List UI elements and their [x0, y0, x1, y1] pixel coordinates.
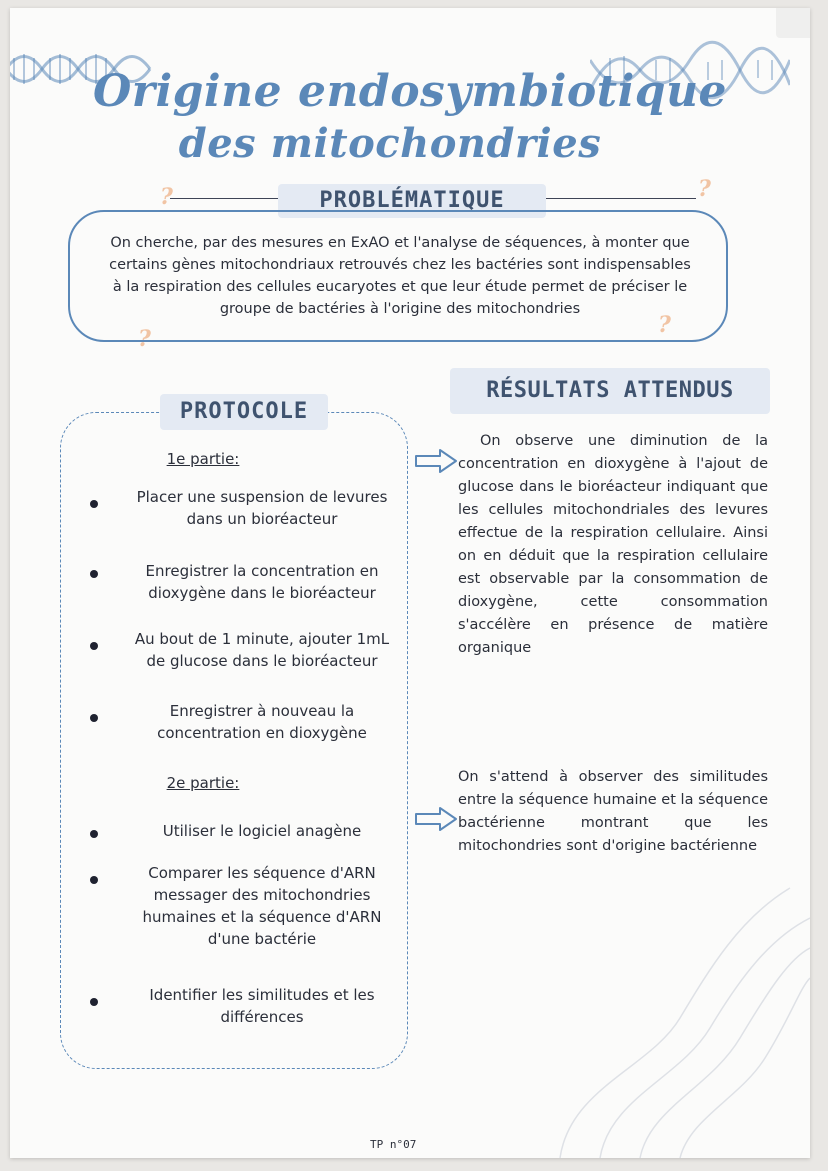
step-line: dioxygène dans le bioréacteur [148, 584, 376, 602]
divider-line [170, 198, 278, 199]
step-line: messager des mitochondries [153, 886, 371, 904]
problematique-line: On cherche, par des mesures en ExAO et l'analyse de séquences, à monter que [110, 235, 690, 251]
part2-label: 2e partie: [166, 774, 240, 792]
problematique-line: à la respiration des cellules eucaryotes et que leur étude permet de préciser le [112, 279, 688, 295]
step-line: Enregistrer la concentration en [145, 562, 379, 580]
resultats-heading: RÉSULTATS ATTENDUS [450, 368, 770, 414]
footer-label: TP n°07 [370, 1138, 417, 1151]
problematique-line: certains gènes mitochondriaux retrouvés chez les bactéries sont indispensables [109, 257, 691, 273]
bullet-point [90, 570, 98, 578]
question-mark-icon: ? [160, 184, 173, 210]
swirl-decoration [540, 878, 810, 1158]
bullet-point [90, 714, 98, 722]
worksheet-page [10, 8, 810, 1158]
bullet-point [90, 876, 98, 884]
protocol-step [122, 862, 402, 950]
protocole-heading: PROTOCOLE [160, 394, 328, 430]
protocol-step [122, 628, 402, 672]
bullet-point [90, 500, 98, 508]
bullet-point [90, 642, 98, 650]
protocol-step [122, 700, 402, 744]
step-line: différences [220, 1008, 304, 1026]
step-line: d'une bactérie [207, 930, 317, 948]
step-line: Identifier les similitudes et les [149, 986, 375, 1004]
arrow-right-icon [414, 448, 458, 474]
protocol-step [122, 984, 402, 1028]
arrow-right-icon [414, 806, 458, 832]
step-line: Comparer les séquence d'ARN [148, 864, 376, 882]
step-line: Au bout de 1 minute, ajouter 1mL [134, 630, 390, 648]
question-mark-icon: ? [138, 326, 151, 352]
page-title: Origine endosymbiotique [92, 66, 728, 117]
step-line: de glucose dans le bioréacteur [146, 652, 378, 670]
problematique-heading: PROBLÉMATIQUE [278, 184, 546, 218]
step-line: Utiliser le logiciel anagène [162, 822, 362, 840]
step-line: Enregistrer à nouveau la [169, 702, 355, 720]
problematique-line: groupe de bactéries à l'origine des mitochondries [219, 301, 581, 317]
step-line: dans un bioréacteur [186, 510, 338, 528]
problematique-text [80, 232, 720, 320]
page-subtitle: des mitochondries [178, 120, 602, 167]
protocol-step [122, 820, 402, 842]
step-line: concentration en dioxygène [157, 724, 367, 742]
question-mark-icon: ? [698, 176, 711, 202]
question-mark-icon: ? [658, 312, 671, 338]
bullet-point [90, 830, 98, 838]
divider-line [546, 198, 696, 199]
part1-label: 1e partie: [166, 450, 240, 468]
result-text: On s'attend à observer des similitudes entre la séquence humaine et la séquence bactérienne montrant que les mitochondries sont d'origine bactérienne [458, 769, 768, 854]
bullet-point [90, 998, 98, 1006]
protocol-step [122, 486, 402, 530]
result-text: On observe une diminution de la concentration en dioxygène à l'ajout de glucose dans le bioréacteur indiquant que les cellules mitochondriales des levures effectue de la respiration cellulaire. Ainsi on en déduit que la respiration cellulaire est observable par la consommation de dioxygène, cette consommation s'accélère en présence de matière organique [458, 433, 768, 656]
step-line: humaines et la séquence d'ARN [142, 908, 382, 926]
step-line: Placer une suspension de levures [136, 488, 388, 506]
protocol-step [122, 560, 402, 604]
